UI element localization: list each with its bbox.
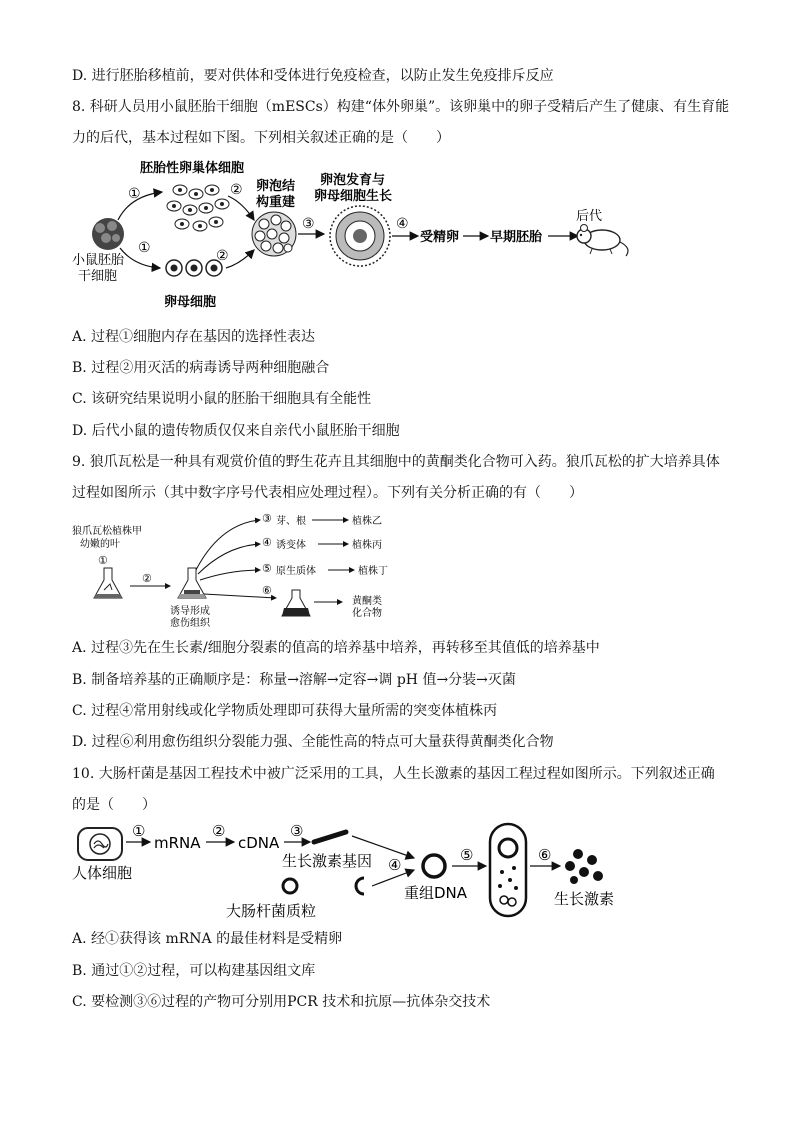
q9-stem-line-1: 9. 狼爪瓦松是一种具有观赏价值的野生花卉且其细胞中的黄酮类化合物可入药。狼爪瓦松的扩大培养具体 (72, 454, 720, 470)
stem-cell-label-1: 小鼠胚胎 (72, 253, 125, 268)
recombinant-dna-icon (423, 855, 445, 877)
q9-step-6: ⑥ (262, 584, 272, 597)
plasmid-icon (283, 879, 297, 893)
rebuild-label-2: 构重建 (256, 195, 296, 210)
q8-option-c: C. 该研究结果说明小鼠的胚胎干细胞具有全能性 (72, 391, 372, 407)
gonad-somatic-cells-icon (167, 185, 229, 231)
q8-option-a: A. 过程①细胞内存在基因的选择性表达 (72, 329, 316, 345)
stem-cell-label-2: 干细胞 (78, 269, 118, 284)
q9-option-a: A. 过程③先在生长素/细胞分裂素的值高的培养基中培养，再转移至其值低的培养基中 (72, 640, 600, 656)
q9-figure (70, 510, 410, 628)
q8-step-2-upper: ② (230, 182, 243, 198)
suspension-flask-icon (282, 590, 310, 616)
branch-bud-root-label: 芽、根 (276, 516, 306, 527)
q10-step-4: ④ (388, 856, 402, 874)
plant-yi-label: 植株乙 (352, 516, 382, 527)
plant-bing-label: 植株丙 (352, 540, 382, 551)
plant-ding-label: 植株丁 (358, 566, 388, 577)
plasmid-label: 大肠杆菌质粒 (226, 902, 317, 920)
stem-cell-cluster-icon (92, 218, 124, 250)
q8-step-2-lower: ② (216, 248, 229, 264)
cdna-label: cDNA (238, 834, 280, 852)
gonad-somatic-label: 胚胎性卵巢体细胞 (140, 161, 245, 176)
recombinant-dna-label: 重组DNA (404, 884, 468, 902)
cut-plasmid-icon (356, 878, 364, 894)
q10-stem-line-1: 10. 大肠杆菌是基因工程技术中被广泛采用的工具，人生长激素的基因工程过程如图所示。下列叙述正确 (72, 766, 715, 782)
growth-hormone-label: 生长激素 (554, 890, 615, 908)
q8-stem-line-2: 力的后代，基本过程如下图。下列相关叙述正确的是（ ） (72, 130, 450, 146)
q9-step-5: ⑤ (262, 562, 272, 575)
mrna-label: mRNA (154, 834, 201, 852)
develop-label-2: 卵母细胞生长 (314, 189, 393, 204)
q9-step-3: ③ (262, 512, 272, 525)
flavonoid-label-2: 化合物 (352, 608, 382, 619)
q9-option-c: C. 过程④常用射线或化学物质处理即可获得大量所需的突变体植株丙 (72, 703, 498, 719)
mouse-icon (577, 225, 628, 257)
developed-follicle-icon (330, 206, 390, 266)
q10-step-3: ③ (290, 822, 304, 840)
q8-stem-line-1: 8. 科研人员用小鼠胚胎干细胞（mESCs）构建“体外卵巢”。该卵巢中的卵子受精后产生了健康、有生育能 (72, 99, 730, 115)
q10-option-b: B. 通过①②过程，可以构建基因组文库 (72, 963, 316, 979)
gh-gene-fragment-icon (314, 832, 346, 842)
oocyte-label: 卵母细胞 (164, 295, 217, 310)
q8-option-d: D. 后代小鼠的遗传物质仅仅来自亲代小鼠胚胎干细胞 (72, 423, 400, 439)
q10-figure (70, 820, 630, 924)
q7-option-d: D. 进行胚胎移植前，要对供体和受体进行免疫检查，以防止发生免疫排斥反应 (72, 68, 554, 84)
q10-step-1: ① (132, 822, 146, 840)
human-cell-label: 人体细胞 (72, 864, 133, 882)
follicle-rebuild-icon (252, 212, 296, 256)
q8-step-3: ③ (302, 216, 315, 232)
q10-option-a: A. 经①获得该 mRNA 的最佳材料是受精卵 (72, 931, 343, 947)
gh-gene-label: 生长激素基因 (282, 852, 373, 870)
human-cell-icon (78, 828, 122, 860)
branch-mutant-label: 诱变体 (276, 540, 306, 551)
plant-label-1: 狼爪瓦松植株甲 (72, 526, 142, 537)
growth-hormone-particles-icon (565, 849, 603, 884)
oocyte-cells-icon (166, 260, 222, 276)
fertilized-egg-label: 受精卵 (420, 230, 460, 245)
q9-step-2: ② (142, 572, 152, 585)
q8-step-1-lower: ① (138, 240, 151, 256)
flavonoid-label-1: 黄酮类 (352, 596, 382, 607)
q9-step-1: ① (98, 554, 108, 567)
q9-step-4: ④ (262, 536, 272, 549)
q10-option-c: C. 要检测③⑥过程的产物可分别用PCR 技术和抗原—抗体杂交技术 (72, 994, 491, 1010)
q8-step-1-upper: ① (128, 186, 141, 202)
q10-stem-line-2: 的是（ ） (72, 797, 156, 813)
plant-label-2: 幼嫩的叶 (80, 539, 120, 550)
q9-stem-line-2: 过程如图所示（其中数字序号代表相应处理过程）。下列有关分析正确的有（ ） (72, 485, 583, 501)
early-embryo-label: 早期胚胎 (490, 230, 543, 245)
callus-label-2: 愈伤组织 (170, 618, 210, 629)
q8-option-b: B. 过程②用灭活的病毒诱导两种细胞融合 (72, 360, 330, 376)
callus-flask-icon (178, 568, 206, 598)
offspring-label: 后代 (576, 209, 603, 224)
q10-step-6: ⑥ (538, 846, 552, 864)
q9-option-d: D. 过程⑥利用愈伤组织分裂能力强、全能性高的特点可大量获得黄酮类化合物 (72, 734, 554, 750)
develop-label-1: 卵泡发育与 (320, 173, 386, 188)
q8-step-4: ④ (396, 216, 409, 232)
q10-step-5: ⑤ (460, 846, 474, 864)
callus-label-1: 诱导形成 (170, 606, 210, 617)
q8-figure (70, 156, 630, 316)
q9-option-b: B. 制备培养基的正确顺序是：称量→溶解→定容→调 pH 值→分装→灭菌 (72, 672, 516, 688)
culture-flask-1-icon (94, 568, 122, 598)
branch-protoplast-label: 原生质体 (276, 566, 316, 577)
e-coli-cell-icon (490, 824, 526, 916)
q10-step-2: ② (212, 822, 226, 840)
rebuild-label-1: 卵泡结 (256, 179, 296, 194)
